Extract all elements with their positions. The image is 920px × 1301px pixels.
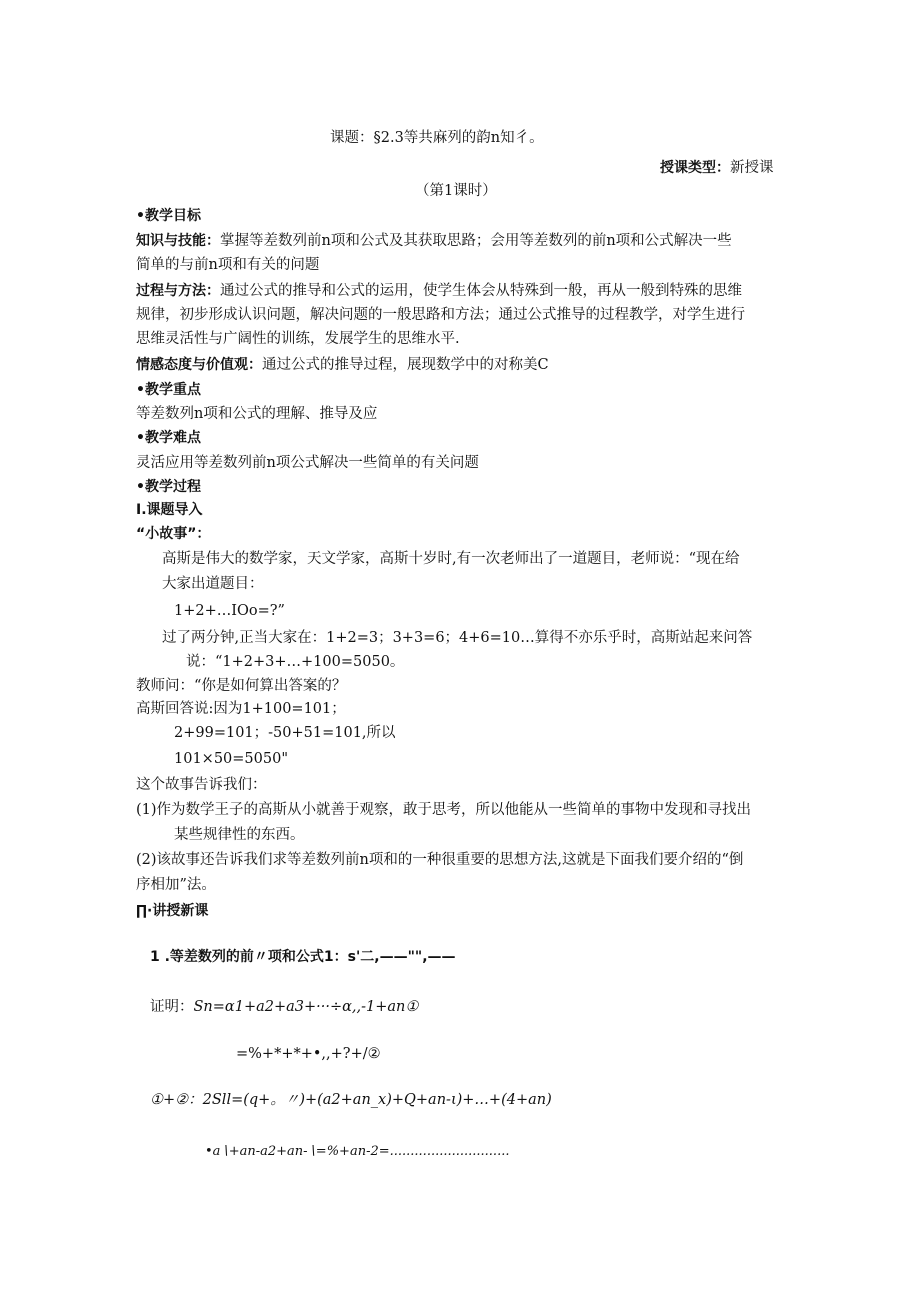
process-text: 通过公式的推导和公式的运用，使学生体会从特殊到一般，再从一般到特殊的思维: [220, 283, 742, 299]
process-label: 过程与方法：: [136, 283, 220, 299]
story-line-1: 高斯是伟大的数学家，天文学家，高斯十岁时,有一次老师出了一道题目，老师说：“现在给: [162, 551, 740, 567]
formula-heading: 1 .等差数列的前〃项和公式1：s'二,——"",——: [150, 949, 456, 965]
proof-formula-1: Sn=α1+a2+a3+···÷α,,-1+an①: [193, 999, 419, 1015]
last-line: •a∖+an-a2+an-∖=%+an-2=.............................: [205, 1144, 510, 1159]
proof-label: 证明：: [150, 999, 194, 1015]
story-line-4: 过了两分钟,正当大家在：1+2=3；3+3=6；4+6=10…算得不亦乐乎时，高斯站起来问答: [162, 630, 753, 646]
process-line-2: 规律，初步形成认识问题，解决问题的一般思路和方法；通过公式推导的过程教学，对学生进行: [136, 307, 745, 323]
point-1-line-2: 某些规律性的东西。: [174, 827, 305, 843]
story-line-2: 大家出道题目：: [162, 576, 264, 592]
knowledge-line-1: [136, 231, 732, 251]
lesson-type-label: 授课类型：: [660, 160, 730, 176]
process-line-3: 思维灵活性与广阔性的训练，发展学生的思维水平.: [136, 331, 460, 347]
calc-line-2: 101×50=5050": [174, 751, 288, 767]
new-lesson-heading: ∏·讲授新课: [136, 903, 209, 919]
story-line-3: 1+2+…IOo=?”: [174, 603, 285, 619]
point-1-line-1: (1)作为数学王子的高斯从小就善于观察，敢于思考，所以他能从一些简单的事物中发现和寻找出: [136, 802, 752, 818]
point-2-line-1: (2)该故事还告诉我们求等差数列前n项和的一种很重要的思想方法,这就是下面我们要介绍的“倒: [136, 852, 744, 868]
intro-heading: I.课题导入: [136, 502, 203, 518]
difficult-heading: •教学难点: [136, 430, 201, 446]
gauss-answer: 高斯回答说:因为1+100=101；: [136, 701, 346, 717]
tells-us: 这个故事告诉我们：: [136, 777, 267, 793]
goals-heading: •教学目标: [136, 208, 201, 224]
process-heading: •教学过程: [136, 479, 201, 495]
story-label: “小故事”：: [136, 526, 211, 542]
emotion-line: [136, 355, 549, 375]
knowledge-text: 掌握等差数列前n项和公式及其获取思路；会用等差数列的前n项和公式解决一些: [220, 233, 732, 249]
period-label: （第1课时）: [415, 183, 497, 199]
page-title: 课题：§2.3等共麻列的韵n知彳。: [330, 130, 544, 146]
point-2-line-2: 序相加”法。: [136, 877, 216, 893]
key-heading: •教学重点: [136, 382, 201, 398]
key-text: 等差数列n项和公式的理解、推导及应: [136, 406, 378, 422]
story-line-5: 说：“1+2+3+…+100=5050。: [186, 654, 405, 670]
teacher-question: 教师问：“你是如何算出答案的？: [136, 678, 347, 694]
lesson-type: [660, 158, 774, 178]
lesson-type-value: 新授课: [730, 160, 774, 176]
sum-line: ①+②：2Sll=(q+。〃)+(a2+an_x)+Q+an-ι)+…+(4+an): [150, 1092, 552, 1108]
knowledge-line-2: 简单的与前n项和有关的问题: [136, 257, 320, 273]
proof-line-1: [150, 997, 418, 1017]
calc-line-1: 2+99=101；-50+51=101,所以: [174, 725, 396, 741]
emotion-label: 情感态度与价值观：: [136, 357, 262, 373]
difficult-text: 灵活应用等差数列前n项公式解决一些简单的有关问题: [136, 455, 479, 471]
emotion-text: 通过公式的推导过程，展现数学中的对称美C: [262, 357, 549, 373]
knowledge-label: 知识与技能：: [136, 233, 220, 249]
process-line-1: [136, 281, 742, 301]
proof-line-2: =%+*+*+•,,+?+/②: [236, 1046, 381, 1062]
